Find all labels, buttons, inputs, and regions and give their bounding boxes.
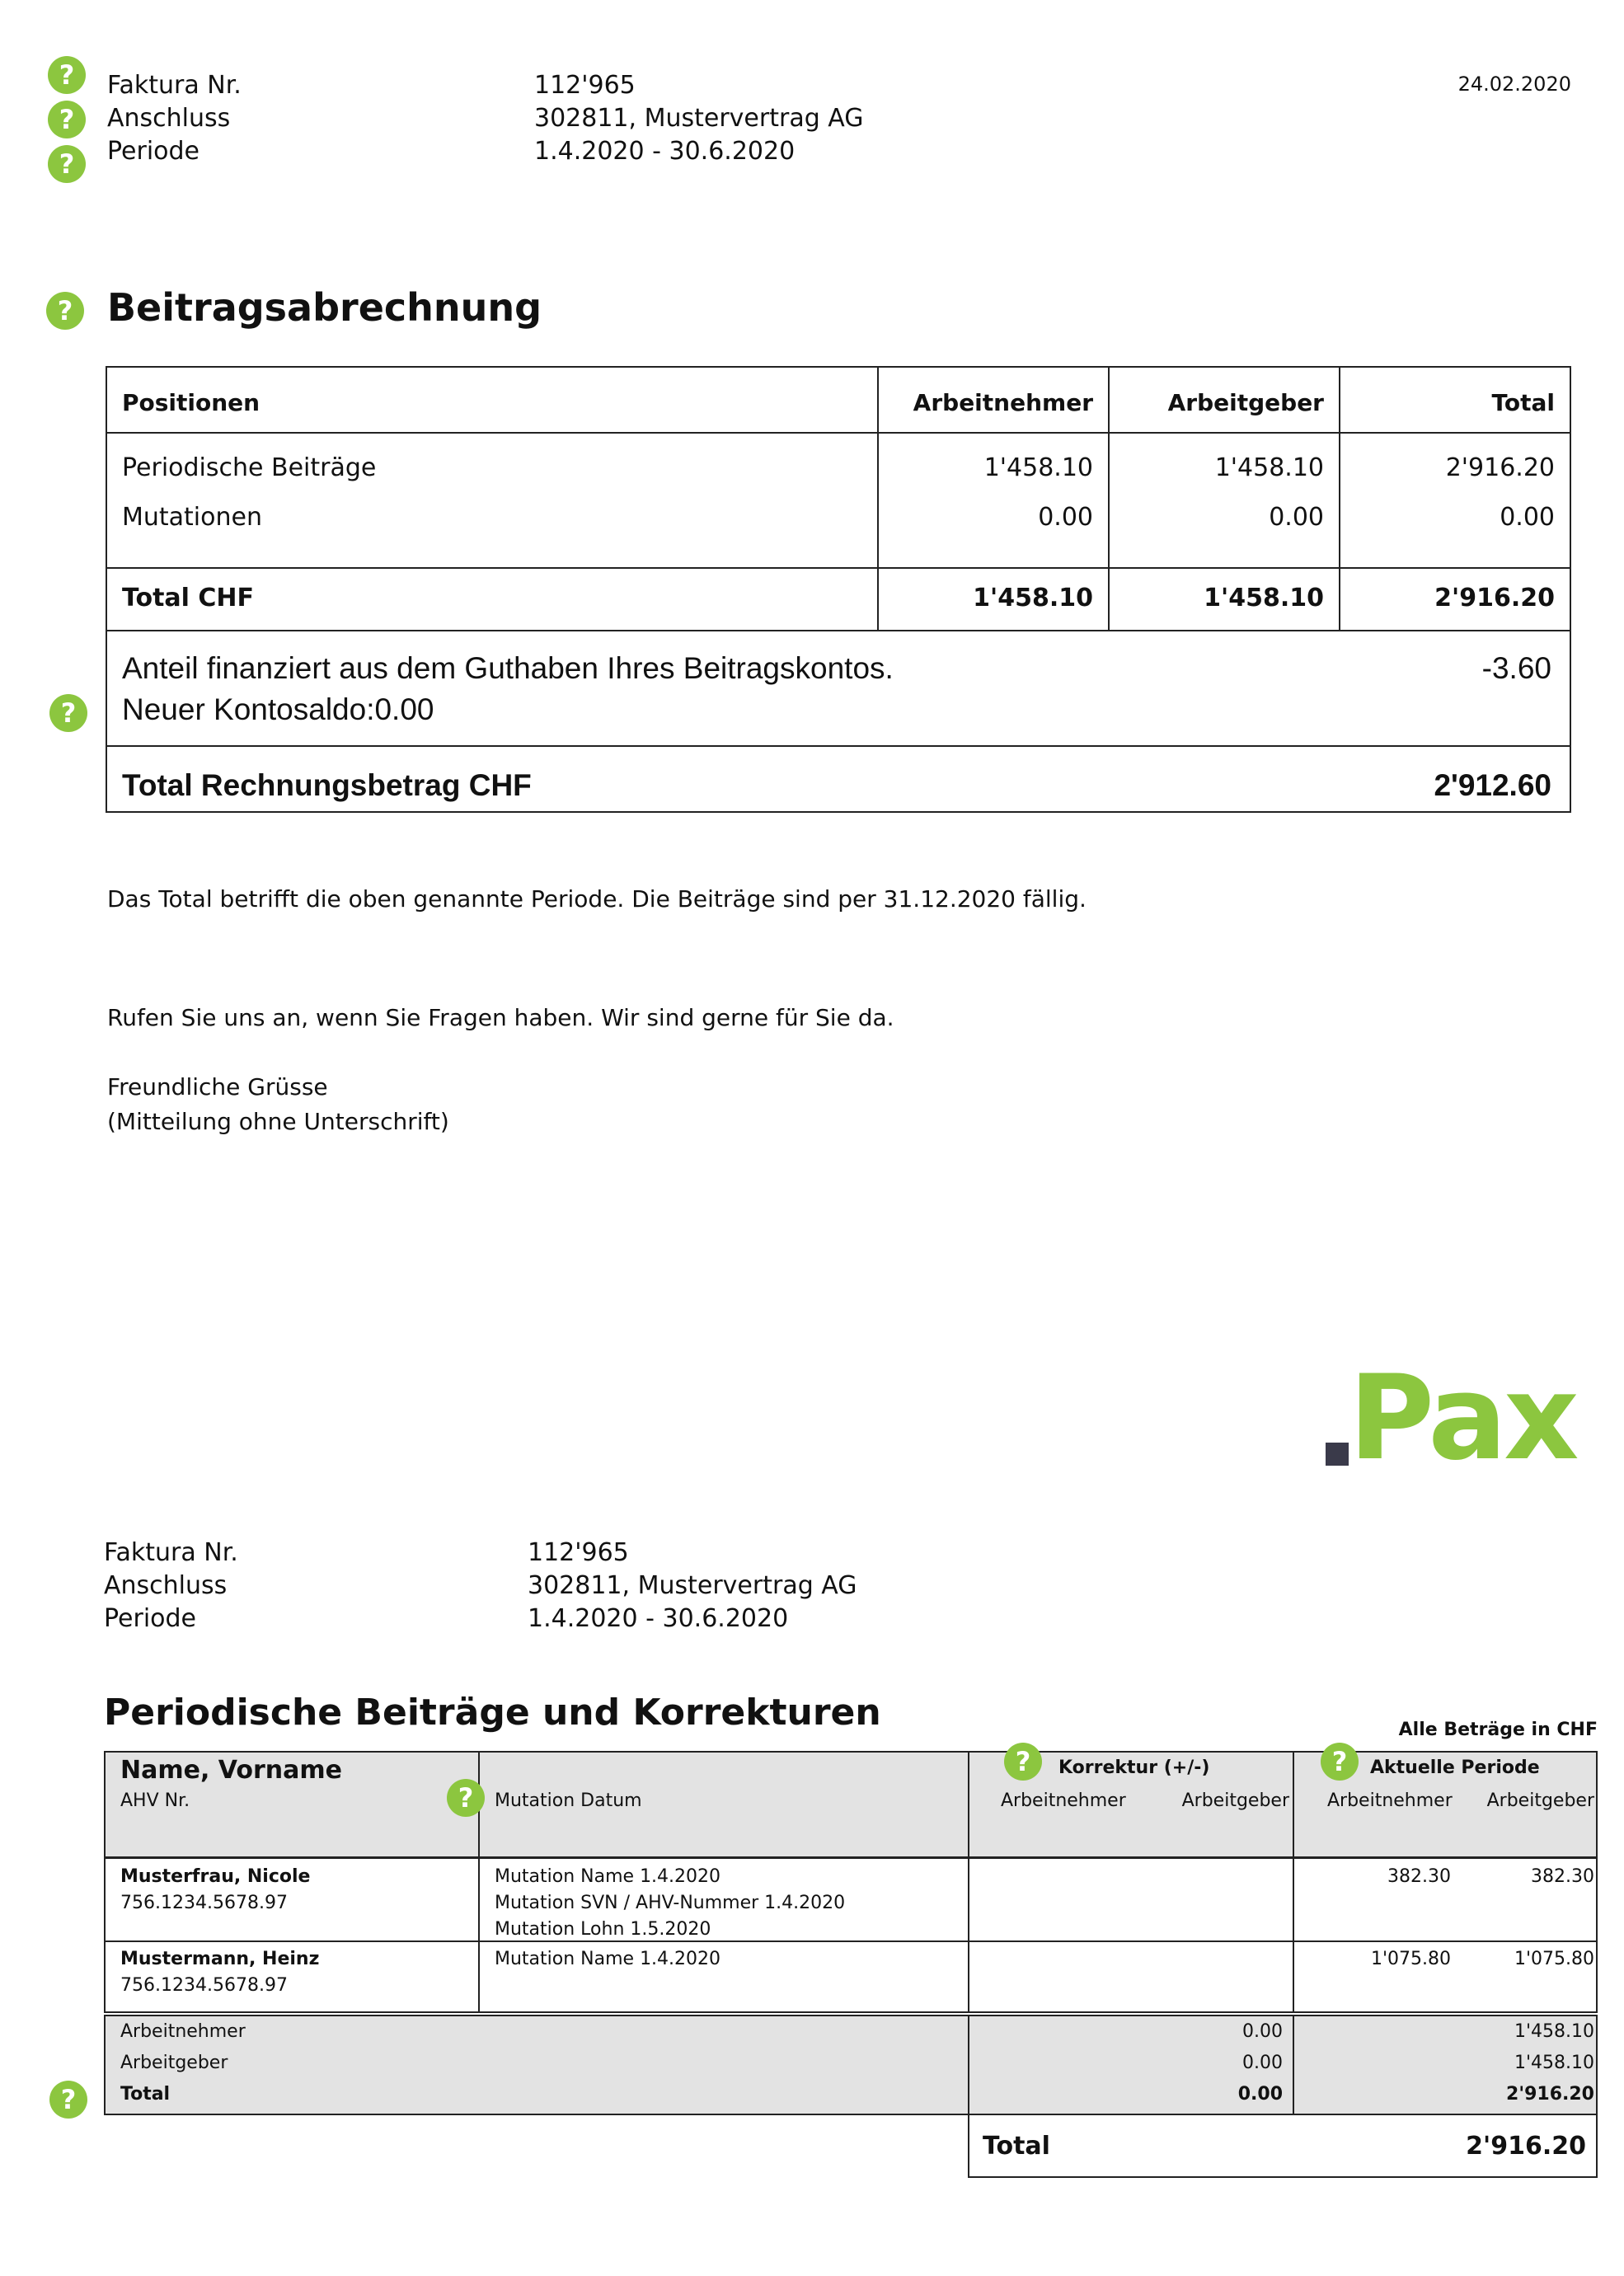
col-header-total: Total [1491,389,1555,416]
invoice-number-label: Faktura Nr. [107,71,242,100]
signature-note: (Mitteilung ohne Unterschrift) [107,1108,449,1135]
help-icon[interactable]: ? [49,2081,87,2119]
summary-employee-current: 1'458.10 [1514,2021,1594,2042]
col-header-correction: Korrektur (+/-) [1058,1757,1210,1778]
current-employee-value: 382.30 [1387,1866,1451,1887]
credit-value: -3.60 [1481,651,1551,685]
summary-total-label: Total [120,2084,171,2105]
current-employer-value: 382.30 [1531,1866,1594,1887]
invoice-number-value: 112'965 [528,1538,629,1567]
help-icon[interactable]: ? [1004,1743,1042,1781]
period-label: Periode [104,1604,197,1633]
questions-note: Rufen Sie uns an, wenn Sie Fragen haben. Wir sind gerne für Sie da. [107,1004,894,1031]
person-name: Mustermann, Heinz [120,1949,320,1969]
currency-note: Alle Beträge in CHF [1398,1720,1598,1740]
help-icon[interactable]: ? [48,56,86,94]
row-employer-value: 1'458.10 [1214,453,1324,482]
person-ahv: 756.1234.5678.97 [120,1975,288,1996]
row-total-value: 0.00 [1500,503,1555,532]
due-note: Das Total betrifft die oben genannte Periode. Die Beiträge sind per 31.12.2020 fällig. [107,885,1087,913]
col-header-ahv: AHV Nr. [120,1790,190,1811]
row-employee-value: 0.00 [1038,503,1093,532]
summary-employer-label: Arbeitgeber [120,2053,228,2073]
row-employee-value: 1'458.10 [983,453,1093,482]
invoice-number-label: Faktura Nr. [104,1538,238,1567]
mutation-entry: Mutation Name 1.4.2020 [495,1866,721,1887]
help-icon[interactable]: ? [48,145,86,183]
row-label: Periodische Beiträge [122,453,377,482]
col-header-mutation: Mutation Datum [495,1790,642,1811]
help-icon[interactable]: ? [46,292,84,330]
summary-employee-correction: 0.00 [1242,2021,1283,2042]
summary-employer-current: 1'458.10 [1514,2053,1594,2073]
help-icon[interactable]: ? [48,101,86,138]
mutation-entry: Mutation Lohn 1.5.2020 [495,1919,711,1940]
invoice-total-value: 2'912.60 [1434,768,1551,802]
period-label: Periode [107,137,200,166]
logo-text: Pax [1349,1350,1576,1486]
period-value: 1.4.2020 - 30.6.2020 [528,1604,789,1633]
greeting: Freundliche Grüsse [107,1073,328,1100]
new-balance-text: Neuer Kontosaldo:0.00 [122,692,434,726]
col-header-employer: Arbeitgeber [1167,389,1324,416]
row-employer-value: 0.00 [1269,503,1324,532]
col-header-employee: Arbeitnehmer [913,389,1093,416]
connection-label: Anschluss [104,1571,228,1600]
col-header-current-employer: Arbeitgeber [1486,1790,1594,1811]
help-icon[interactable]: ? [1321,1743,1359,1781]
current-employee-value: 1'075.80 [1370,1949,1451,1969]
invoice-number-value: 112'965 [534,71,636,100]
total-sum-value: 2'916.20 [1434,584,1555,612]
help-icon[interactable]: ? [447,1779,485,1817]
current-employer-value: 1'075.80 [1514,1949,1594,1969]
col-header-positions: Positionen [122,389,260,416]
summary-title: Beitragsabrechnung [107,285,542,330]
row-total-value: 2'916.20 [1445,453,1555,482]
col-header-current-period: Aktuelle Periode [1370,1757,1540,1778]
connection-value: 302811, Mustervertrag AG [528,1571,857,1600]
col-header-correction-employee: Arbeitnehmer [1001,1790,1126,1811]
connection-label: Anschluss [107,104,231,133]
grand-total-label: Total [983,2132,1050,2161]
total-employee-value: 1'458.10 [973,584,1093,612]
connection-value: 302811, Mustervertrag AG [534,104,864,133]
summary-employer-correction: 0.00 [1242,2053,1283,2073]
mutation-entry: Mutation Name 1.4.2020 [495,1949,721,1969]
logo-dot [1326,1443,1349,1466]
mutation-entry: Mutation SVN / AHV-Nummer 1.4.2020 [495,1893,846,1913]
summary-total-current: 2'916.20 [1506,2084,1594,2105]
document-date: 24.02.2020 [1457,73,1571,96]
person-name: Musterfrau, Nicole [120,1866,311,1887]
period-value: 1.4.2020 - 30.6.2020 [534,137,796,166]
help-icon[interactable]: ? [49,694,87,732]
col-header-correction-employer: Arbeitgeber [1181,1790,1289,1811]
credit-text: Anteil finanziert aus dem Guthaben Ihres Beitragskontos. [122,651,894,685]
total-employer-value: 1'458.10 [1204,584,1324,612]
grand-total-value: 2'916.20 [1466,2132,1586,2161]
person-ahv: 756.1234.5678.97 [120,1893,288,1913]
total-chf-label: Total CHF [122,584,255,612]
summary-employee-label: Arbeitnehmer [120,2021,246,2042]
detail-title: Periodische Beiträge und Korrekturen [104,1692,881,1734]
invoice-total-label: Total Rechnungsbetrag CHF [122,768,532,802]
row-label: Mutationen [122,503,262,532]
col-header-name: Name, Vorname [120,1756,342,1785]
summary-total-correction: 0.00 [1237,2084,1283,2105]
col-header-current-employee: Arbeitnehmer [1327,1790,1453,1811]
